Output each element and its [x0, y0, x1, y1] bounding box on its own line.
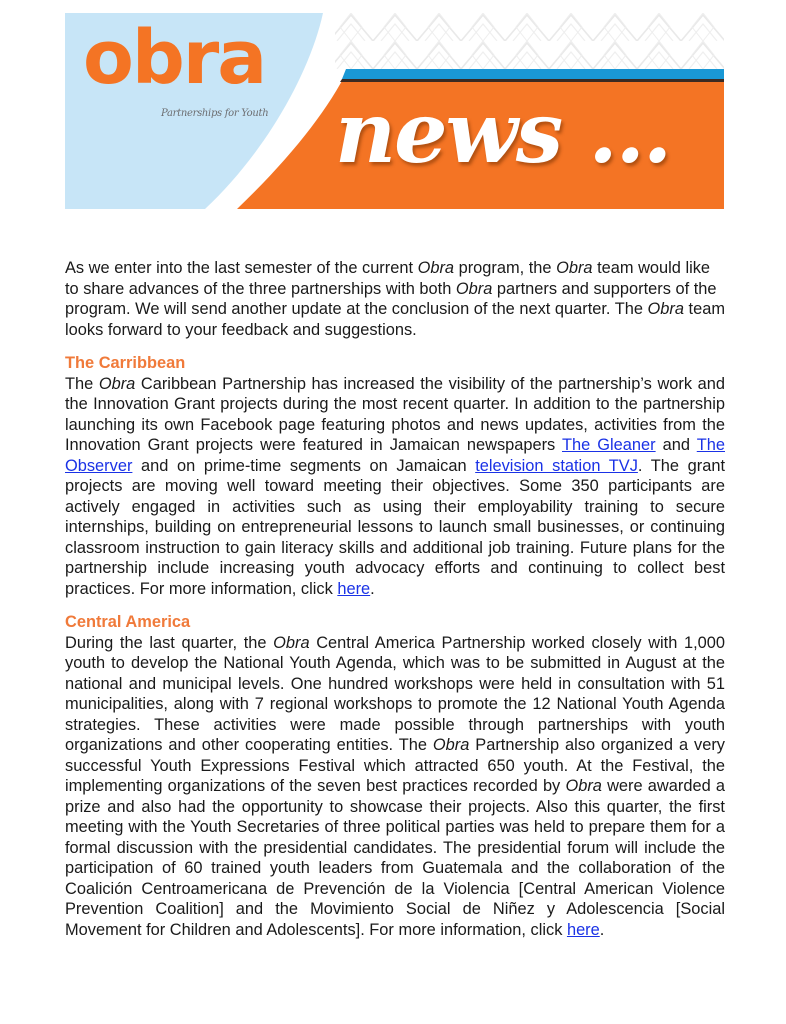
- caribbean-paragraph: [65, 374, 725, 600]
- obra-italic: Obra: [565, 777, 602, 795]
- central-america-paragraph: [65, 633, 725, 941]
- text: As we enter into the last semester of the current: [65, 259, 418, 277]
- text: Partnership also organized a very successful Youth Expressions Festival which attracted 650 youth. At the Festival, the implementing organizations of the seven best practices recorded by: [65, 736, 725, 795]
- obra-italic: Obra: [273, 633, 310, 652]
- text: program, the: [454, 259, 557, 277]
- banner-pattern: [335, 13, 724, 69]
- text: and on prime-time segments on Jamaican: [132, 456, 476, 475]
- text: partners and supporters of the program. We will send another update at the conclusion of the next quarter. The: [65, 279, 717, 318]
- text: . The grant projects are moving well toward meeting their objectives. Some 350 participants are actively engaged in activities such as using their employability training to secure internships, building on entrepreneurial lessons to launch small businesses, or continuing classroom instruction to gain literacy skills and additional job training. Future plans for the partnership include increasing youth advocacy efforts and continuing to collect best practices. For more information, click: [65, 456, 726, 598]
- obra-italic: Obra: [432, 736, 470, 754]
- text: team looks forward to your feedback and suggestions.: [65, 300, 725, 339]
- section-heading-central-america: Central America: [65, 613, 191, 631]
- newsletter-banner: [65, 13, 724, 209]
- obra-logo: obra: [83, 15, 266, 101]
- obra-italic: Obra: [98, 374, 136, 393]
- gleaner-link[interactable]: The Gleaner: [562, 436, 656, 454]
- text: During the last quarter, the: [65, 633, 274, 652]
- central-america-here-link[interactable]: here: [566, 920, 600, 939]
- logo-tagline: Partnerships for Youth: [161, 108, 269, 119]
- text: Caribbean Partnership has increased the visibility of the partnership’s work and the Innovation Grant projects during the most recent quarter. In addition to the partnership launching its own Facebook page featuring photos and news updates, activities from the Innovation Grant projects were featured in Jamaican newspapers: [65, 374, 725, 454]
- banner-dark-stripe: [340, 79, 724, 82]
- obra-italic: Obra: [647, 300, 684, 318]
- obra-italic: Obra: [556, 259, 593, 277]
- obra-italic: Obra: [455, 279, 493, 298]
- news-title: news ...: [335, 83, 671, 182]
- tvj-link[interactable]: television station TVJ: [475, 456, 638, 475]
- caribbean-here-link[interactable]: here: [337, 579, 371, 598]
- text: Central America Partnership worked closely with 1,000 youth to develop the National Youth Agenda, which was to be submitted in August at the national and municipal levels. One hundred workshops were held in consultation with 51 municipalities, along with 7 regional workshops to promote the 12 National Youth Agenda strategies. These activities were made possible through partnerships with youth organizations and other cooperating entities. The: [65, 633, 725, 754]
- intro-paragraph: [65, 258, 725, 340]
- text: were awarded a prize and also had the opportunity to showcase their projects. Also this quarter, the first meeting with the Youth Secretaries of three political parties was held to prepare them for a formal discussion with the presidential candidates. The presidential forum will include the participation of 60 trained youth leaders from Guatemala and the collaboration of the Coalición Centroamericana de Prevención de la Violencia [Central American Violence Prevention Coalition] and the Movimiento Social de Niñez y Adolescencia [Social Movement for Children and Adolescents]. For more information, click: [65, 777, 725, 939]
- text: and: [655, 436, 697, 454]
- text: .: [370, 579, 375, 598]
- text: .: [599, 920, 605, 939]
- section-heading-caribbean: The Carribbean: [65, 354, 186, 372]
- text: The: [65, 374, 99, 393]
- obra-italic: Obra: [417, 259, 455, 277]
- banner-blue-stripe: [342, 69, 724, 79]
- observer-link[interactable]: The Observer: [65, 436, 725, 475]
- newsletter-body: [65, 258, 725, 940]
- text: team would like to share advances of the three partnerships with both: [65, 259, 711, 298]
